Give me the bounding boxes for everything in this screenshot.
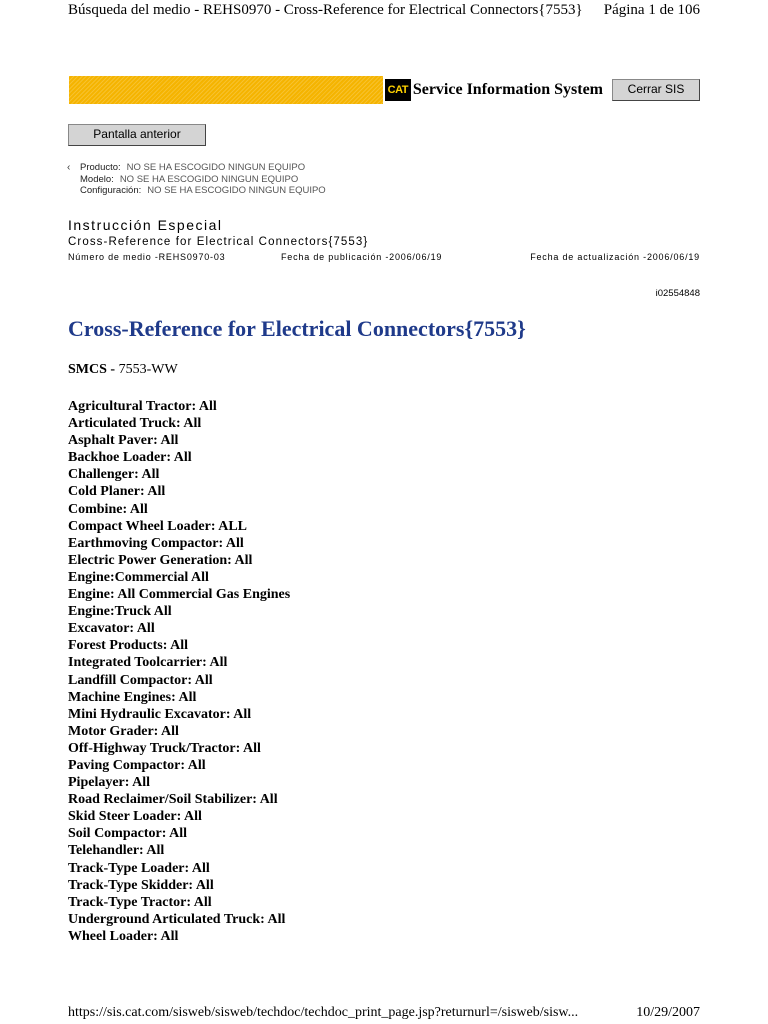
- model-value: NO SE HA ESCOGIDO NINGUN EQUIPO: [119, 173, 299, 185]
- list-item: Cold Planer: All: [68, 484, 166, 500]
- list-item: Forest Products: All: [68, 638, 189, 654]
- list-item: Backhoe Loader: All: [68, 450, 192, 466]
- list-item: Underground Articulated Truck: All: [68, 911, 286, 927]
- sis-brand-title: Service Information System: [412, 81, 603, 98]
- list-item: Agricultural Tractor: All: [68, 399, 217, 414]
- model-row: [68, 174, 326, 186]
- list-item: Engine:Commercial All: [68, 569, 209, 585]
- product-label: Producto:: [80, 162, 121, 173]
- print-header-page: Página 1 de 106: [603, 2, 700, 18]
- list-item: Combine: All: [68, 501, 148, 517]
- list-item: Articulated Truck: All: [68, 416, 202, 432]
- chevron-left-icon[interactable]: ‹: [67, 162, 71, 173]
- list-item: Integrated Toolcarrier: All: [68, 655, 228, 671]
- media-number: Número de medio -REHS0970-03: [68, 252, 226, 262]
- list-item: Paving Compactor: All: [68, 757, 206, 773]
- list-item: Off-Highway Truck/Tractor: All: [68, 740, 261, 756]
- print-header-title: Búsqueda del medio - REHS0970 - Cross-Reference for Electrical Connectors{7553}: [68, 2, 583, 18]
- list-item: Soil Compactor: All: [68, 826, 187, 842]
- applicable-models-list: [68, 398, 290, 945]
- list-item: Track-Type Tractor: All: [68, 894, 212, 910]
- document-type: Instrucción Especial: [68, 217, 223, 233]
- list-item: Challenger: All: [68, 467, 160, 483]
- list-item: Road Reclaimer/Soil Stabilizer: All: [68, 792, 278, 808]
- publish-date: Fecha de publicación -2006/06/19: [281, 252, 443, 262]
- list-item: Landfill Compactor: All: [68, 672, 213, 688]
- list-item: Compact Wheel Loader: ALL: [68, 518, 248, 534]
- list-item: Track-Type Skidder: All: [68, 877, 214, 893]
- print-footer: [68, 1005, 700, 1023]
- sis-brand: [383, 76, 603, 104]
- list-item: Track-Type Loader: All: [68, 860, 210, 876]
- sis-header-bar: [69, 76, 603, 104]
- configuration-row: [68, 185, 326, 197]
- page-title: Cross-Reference for Electrical Connectors{7553}: [68, 316, 526, 341]
- smcs-value: 7553-WW: [118, 362, 178, 377]
- list-item: Motor Grader: All: [68, 723, 179, 739]
- document-id: i02554848: [655, 288, 700, 299]
- update-date: Fecha de actualización -2006/06/19: [530, 252, 700, 262]
- product-row: [68, 162, 326, 174]
- list-item: Mini Hydraulic Excavator: All: [68, 706, 252, 722]
- model-label: Modelo:: [80, 173, 114, 185]
- previous-screen-button[interactable]: Pantalla anterior: [68, 124, 206, 146]
- list-item: Asphalt Paver: All: [68, 433, 179, 449]
- configuration-value: NO SE HA ESCOGIDO NINGUN EQUIPO: [147, 185, 326, 196]
- print-header: [68, 0, 700, 22]
- equipment-context: [68, 162, 326, 197]
- list-item: Pipelayer: All: [68, 775, 151, 791]
- print-footer-date: 10/29/2007: [636, 1005, 700, 1020]
- print-footer-url: https://sis.cat.com/sisweb/sisweb/techdoc/techdoc_print_page.jsp?returnurl=/sisweb/sisw...: [68, 1005, 579, 1020]
- smcs-label: SMCS -: [68, 362, 119, 377]
- list-item: Excavator: All: [68, 621, 155, 637]
- document-subtitle: Cross-Reference for Electrical Connectors{7553}: [68, 236, 369, 248]
- product-value: NO SE HA ESCOGIDO NINGUN EQUIPO: [126, 162, 306, 173]
- list-item: Electric Power Generation: All: [68, 552, 253, 568]
- list-item: Skid Steer Loader: All: [68, 809, 202, 825]
- close-sis-button[interactable]: Cerrar SIS: [612, 79, 700, 101]
- list-item: Wheel Loader: All: [68, 928, 179, 944]
- list-item: Machine Engines: All: [68, 689, 197, 705]
- list-item: Engine:Truck All: [68, 604, 172, 620]
- list-item: Telehandler: All: [68, 843, 165, 859]
- cat-logo-icon: CAT: [385, 79, 411, 101]
- list-item: Engine: All Commercial Gas Engines: [68, 587, 291, 603]
- list-item: Earthmoving Compactor: All: [68, 535, 244, 551]
- configuration-label: Configuración:: [80, 185, 142, 196]
- smcs-code: [68, 362, 178, 378]
